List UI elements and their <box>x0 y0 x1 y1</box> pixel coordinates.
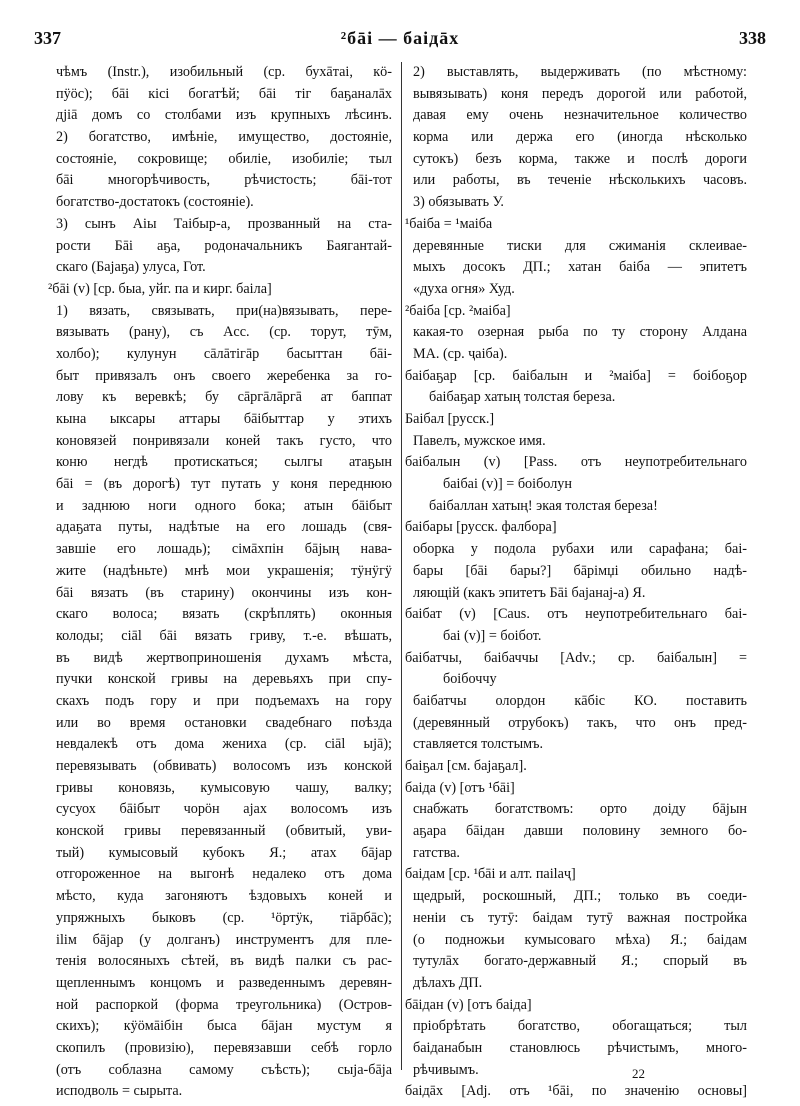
text-line: и заднюю ноги одного бока; атын бāібыт <box>56 497 392 514</box>
right-column <box>405 62 747 1103</box>
text-line: тый) кумысовый кубокъ Я.; атах бāјар <box>56 844 392 861</box>
text-line: бāідан (v) [отъ баіда] <box>405 996 532 1013</box>
text-line: ляющій (какъ эпитетъ Бāі баjанаj-а) Я. <box>413 584 646 601</box>
text-line: (о подножьи кумысоваго мѣха) Я.; баідам <box>413 931 747 948</box>
text-line: какая-то озерная рыба по ту сторону Алдана <box>413 324 747 341</box>
text-line: скихъ); кӱӧмāібін быса бāјан мустум я <box>56 1018 392 1035</box>
text-line: баібаҕар [ср. баібалын и ²маіба] = боібоҕор <box>405 367 747 384</box>
text-line: мыхъ досокъ ДП.; хатан баіба — эпитетъ <box>413 259 747 276</box>
text-line: скаго волоса; вязать (скрѣплять) оконныя <box>56 606 392 623</box>
text-line: быт привязалъ онъ своего жеребенка за го- <box>56 367 392 384</box>
text-line: деревянные тиски для сжиманія склеивае- <box>413 237 747 254</box>
text-line: баібалын (v) [Pass. отъ неупотребительнаго <box>405 454 747 471</box>
text-line: коню негдѣ протискаться; сылгы атаҕын <box>56 454 392 471</box>
text-line: пучки конской гривы на деревьяхъ при спу- <box>56 671 392 688</box>
text-line: давая ему очень незначительное количество <box>413 107 747 124</box>
text-line: аҕара бāідан давши половину земного бо- <box>413 823 747 840</box>
text-line: гривы коновязь, кумысовую чашу, валку; <box>56 779 392 796</box>
text-line: бāі многорѣчивость, рѣчистость; бāі-тот <box>56 172 392 189</box>
page-number-left: 337 <box>34 28 61 48</box>
text-line: упряжныхъ быковъ (ср. ¹ӧртӱк, тіāрбāс); <box>56 909 392 926</box>
text-line: 3) обязывать У. <box>413 194 504 211</box>
text-line: тутулāх богато-державный Я.; спорый въ <box>413 953 747 970</box>
text-line: баіҕал [см. баjаҕал]. <box>405 758 527 774</box>
text-line: пріобрѣтать богатство, обогащаться; тыл <box>413 1018 747 1035</box>
text-line: состояніе, сокровище; обиліе, изобиліе; тыл <box>56 150 392 167</box>
text-line: отгороженное на выгонѣ недалеко отъ дома <box>56 866 392 883</box>
text-line: коновязей понривязали коней такъ густо, что <box>56 432 392 449</box>
text-line: сусуох бāібыт чорӧн аjах волосомъ изъ <box>56 801 392 818</box>
text-line: скахъ подъ гору и при подъемахъ на гору <box>56 692 392 709</box>
text-line: дјіā домъ со столбами изъ крупныхъ лѣсинъ. <box>56 107 392 124</box>
text-line: ²баіба [ср. ²маіба] <box>405 302 511 319</box>
text-line: пӱӧс); бāі кісі богатѣй; бāі тіг баҕаналāх <box>56 85 392 102</box>
text-line: баіданабын становлюсь рѣчистымъ, много- <box>413 1039 747 1056</box>
text-line: баіда (v) [отъ ¹бāі] <box>405 779 515 796</box>
text-line: (деревянный отрубокъ) такъ, что онъ пред- <box>413 714 747 731</box>
text-line: бāі вязать (въ старину) окончины изъ кон- <box>56 584 392 601</box>
text-line: корма или держа его (иногда нѣсколько <box>413 129 747 146</box>
text-line: скаго (Бајаҕа) улуса, Гот. <box>56 259 206 276</box>
text-line: мѣсто, куда загоняютъ ѣздовыхъ коней и <box>56 888 392 905</box>
text-line: 2) выставлять, выдерживать (по мѣстному: <box>413 64 747 80</box>
text-line: сутокъ) безъ корма, также и послѣ дороги <box>413 150 747 167</box>
text-line: рости Бāі аҕа, родоначальникъ Баягантай- <box>56 237 392 254</box>
text-line: ной распоркой (форма треугольника) (Остров- <box>56 996 392 1013</box>
text-line: МА. (ср. ҷаіба). <box>413 345 508 362</box>
text-line: колоды; сіāl бāі вязать гриву, т.-е. вѣшать, <box>56 627 392 644</box>
text-line: ²бāі (v) [ср. быа, уйг. па и кирг. баіла] <box>48 280 272 297</box>
text-line: въ видѣ жертвоприношенія духамъ мѣста, <box>56 649 392 666</box>
text-line: баі (v)] = боібот. <box>443 627 542 644</box>
text-line: (отъ соблазна самому съѣсть); сыја-бāја <box>56 1061 392 1078</box>
page-header <box>0 28 800 52</box>
text-line: снабжать богатствомъ: орто доіду бāјын <box>413 801 747 818</box>
running-title: ²бāі — баідāх <box>340 28 460 48</box>
text-line: боібоччу <box>443 671 497 688</box>
text-line: баібаҕар хатың толстая береза. <box>429 389 616 406</box>
text-line: оборка у подола рубахи или сарафана; баі- <box>413 541 747 558</box>
text-line: Баібал [русск.] <box>405 411 495 427</box>
column-divider <box>401 62 402 1070</box>
signature-mark: 22 <box>632 1066 645 1081</box>
text-line: баібаі (v)] = боіболун <box>443 476 572 493</box>
text-line: вязывать (рану), съ Acc. (ср. торут, тӯм, <box>56 324 392 341</box>
text-line: Павелъ, мужское имя. <box>413 432 546 449</box>
text-line: адаҕата путы, надѣтые на его лошадь (свя- <box>56 519 392 536</box>
text-line: ¹баіба = ¹маіба <box>405 215 493 232</box>
text-line: невдалекѣ отъ дома жениха (ср. сіāl ыјā); <box>56 736 392 753</box>
text-line: баібатчы олордон кāбіс КО. поставить <box>413 692 747 709</box>
text-line: холбо); кулунун сāлāтігāр басыттан бāі- <box>56 345 392 362</box>
text-line: щедрый, роскошный, ДП.; только въ соеди- <box>413 888 747 905</box>
text-line: 2) богатство, имѣніе, имущество, достояніе, <box>56 129 392 146</box>
text-line: скопилъ (провизію), перевязавши себѣ горло <box>56 1039 392 1056</box>
text-line: лову къ веревкѣ; бу сāргāлāргā ат баппат <box>56 389 392 406</box>
text-line: гатства. <box>413 844 460 861</box>
text-line: завшіе его лошадь); сімāхпін бāјың нава- <box>56 541 392 558</box>
text-line: баідāх [Adj. отъ ¹бāі, по значенію основы] <box>405 1083 747 1100</box>
text-line: перевязывать (обвивать) волосомъ изъ конской <box>56 758 392 774</box>
text-line: богатство-достатокъ (состояніе). <box>56 194 254 211</box>
text-line: баібаллан хатың! экая толстая береза! <box>429 497 658 514</box>
text-line: или работы, въ теченіе нѣсколькихъ часовъ. <box>413 172 747 189</box>
text-line: или во время остановки свадебнаго поѣзда <box>56 714 392 731</box>
text-line: щепленнымъ концомъ и разведеннымъ деревян- <box>56 974 392 991</box>
left-column <box>48 62 392 1103</box>
text-line: бāі = (въ дорогѣ) тут путать у коня переднюю <box>56 476 392 493</box>
text-line: 1) вязать, связывать, при(на)вязывать, пере- <box>56 302 392 319</box>
text-line: неніи съ тутӯ: баідам тутӯ важная постройка <box>413 909 747 926</box>
text-line: баібары [русск. фалбора] <box>405 519 557 536</box>
text-line: исподволь = сырыта. <box>56 1083 183 1100</box>
text-line: бары [бāі бары?] бāрімџі обильно надѣ- <box>413 562 747 579</box>
text-line: тенія волосяныхъ сѣтей, въ видѣ палки съ рас- <box>56 953 392 970</box>
text-line: конской гривы перевязанный (обвитый, уви- <box>56 823 392 840</box>
text-line: рѣчивымъ. <box>413 1061 479 1078</box>
text-line: «духа огня» Худ. <box>413 280 515 297</box>
text-line: вывязывать) коня передъ дорогой или работой, <box>413 85 747 102</box>
text-line: дѣлахъ ДП. <box>413 974 483 991</box>
text-line: іlім бāјар (у долганъ) инструментъ для пле- <box>56 931 392 948</box>
page-number-right: 338 <box>739 28 766 48</box>
text-line: 3) сынъ Аіы Таібыр-а, прозванный на ста- <box>56 215 392 232</box>
text-line: ставляется толстымъ. <box>413 736 544 753</box>
text-line: чѣмъ (Instr.), изобильный (ср. бухāтаі, кӧ- <box>56 64 392 80</box>
text-line: жите (надѣньте) мнѣ мои украшенія; тӱнӱгӱ <box>56 562 392 579</box>
text-line: баідам [ср. ¹бāі и алт. паіlаҷ] <box>405 866 576 883</box>
text-line: кына ыксары аттары бāібыттар у этихъ <box>56 411 392 427</box>
text-line: баібатчы, баібаччы [Adv.; ср. баібалын] = <box>405 649 747 666</box>
text-line: баібат (v) [Caus. отъ неупотребительнаго баі- <box>405 606 747 623</box>
